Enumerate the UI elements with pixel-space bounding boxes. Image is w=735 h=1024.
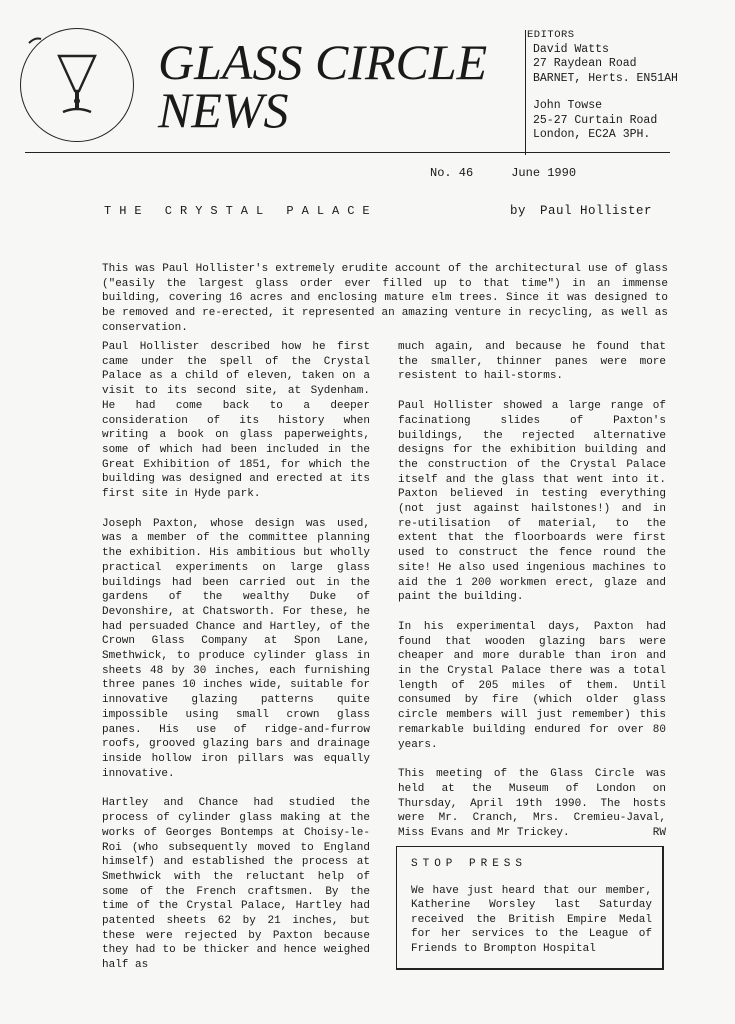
editor2-address1: 25-27 Curtain Road <box>533 113 658 127</box>
article-column-left <box>102 340 370 988</box>
editor1-address2: BARNET, Herts. EN51AH <box>533 71 678 85</box>
meeting-paragraph-text: This meeting of the Glass Circle was held at the Museum of London on Thursday, April 19th 1990. The hosts were Mr. Cranch, Mrs. Cremieu-Javal, Miss Evans and Mr Trickey. <box>398 768 666 840</box>
article-paragraph: Paul Hollister showed a large range of facinationg slides of Paxton's buildings, the rejected alternative designs for the exhibition building and the construction of the Crystal Palace itself and the glass that went into it. Paxton believed in testing everything (not just against hailstones!) and in re-utilisation of material, to the extent that the floorboards were first used to construct the fence round the site! He also used ingenious machines to aid the 1 200 workmen erect, glaze and paint the building. <box>398 400 666 604</box>
article-paragraph-last <box>398 767 666 841</box>
article-byline <box>510 204 652 218</box>
wine-glass-icon <box>21 29 133 141</box>
article-paragraph: Hartley and Chance had studied the process of cylinder glass making at the works of Georges Bontemps at Choisy-le-Roi (who subsequently moved to England himself) and established the process at Smethwick with the reluctant help of some of the French craftsmen. By the time of the Crystal Palace, Hartley had patented sheets 62 by 21 inches, but these were rejected by Paxton because they had to be thicker and hence weighed half as <box>102 797 370 972</box>
article-paragraph: Joseph Paxton, whose design was used, was a member of the committee planning the exhibition. His ambitious but wholly practical experiments on large glass buildings had been carried out in the gardens of the wealthy Duke of Devonshire, at Chatsworth. For these, he had persuaded Chance and Hartley, of the Crown Glass Company at Spon Lane, Smethwick, to produce cylinder glass in sheets 48 by 30 inches, each furnishing three panes 10 inches wide, suitable for innovative glazing patterns quite impossible using small crown glass panes. His use of ridge-and-furrow roofs, grooved glazing bars and drainage inside hollow iron pillars was equally innovative. <box>102 517 370 780</box>
editor2-name: John Towse <box>533 99 603 112</box>
masthead-rule <box>25 152 670 153</box>
editors-block <box>527 28 727 143</box>
editors-divider <box>525 30 526 155</box>
stop-press-title: STOP PRESS <box>411 858 528 870</box>
editor1-name: David Watts <box>533 42 609 56</box>
article-headline: THE CRYSTAL PALACE <box>104 204 378 218</box>
issue-date: June 1990 <box>511 166 577 180</box>
author-initials: RW <box>652 827 666 840</box>
logo-circle <box>20 28 134 142</box>
article-paragraph: Paul Hollister described how he first came under the spell of the Crystal Palace as a child of eleven, taken on a visit to its second site, at Sydenham. He had come back to a deeper consideration of its history when writing a book on glass paperweights, some of which had been included in the Great Exhibition of 1851, for which the building was designed and erected at its first site in Hyde park. <box>102 341 370 501</box>
article-column-right <box>398 340 666 856</box>
article-paragraph: much again, and because he found that the smaller, thinner panes were more resistent to hail-storms. <box>398 341 666 383</box>
article-paragraph: In his experimental days, Paxton had found that wooden glazing bars were cheaper and more durable than iron and in the Crystal Palace there was a total length of 205 miles of them. Until consumed by fire (which older glass circle members will just remember) this remarkable building endured for over 80 years. <box>398 620 666 751</box>
byline-by: by <box>510 204 527 218</box>
editors-label: EDITORS <box>527 29 575 41</box>
masthead-title-line1: GLASS CIRCLE <box>158 34 488 90</box>
masthead-title <box>158 34 488 138</box>
masthead-title-line2: NEWS <box>158 82 289 138</box>
editor1-address1: 27 Raydean Road <box>533 57 637 70</box>
issue-info <box>430 166 576 180</box>
byline-author: Paul Hollister <box>540 204 653 218</box>
editor2-address2: London, EC2A 3PH. <box>533 128 651 141</box>
stop-press-box <box>396 846 664 970</box>
stop-press-body: We have just heard that our member, Katherine Worsley last Saturday received the British Empire Medal for her services to the League of Friends to Brompton Hospital <box>411 884 652 955</box>
article-intro: This was Paul Hollister's extremely erudite account of the architectural use of glass ("easily the largest glass order ever filled up to that time") in an immense building, covering 16 acres and enclosing mature elm trees. Since it was designed to be removed and re-erected, it represented an amazing venture in recycling, as well as conservation. <box>102 263 668 334</box>
issue-number: No. 46 <box>430 166 474 180</box>
